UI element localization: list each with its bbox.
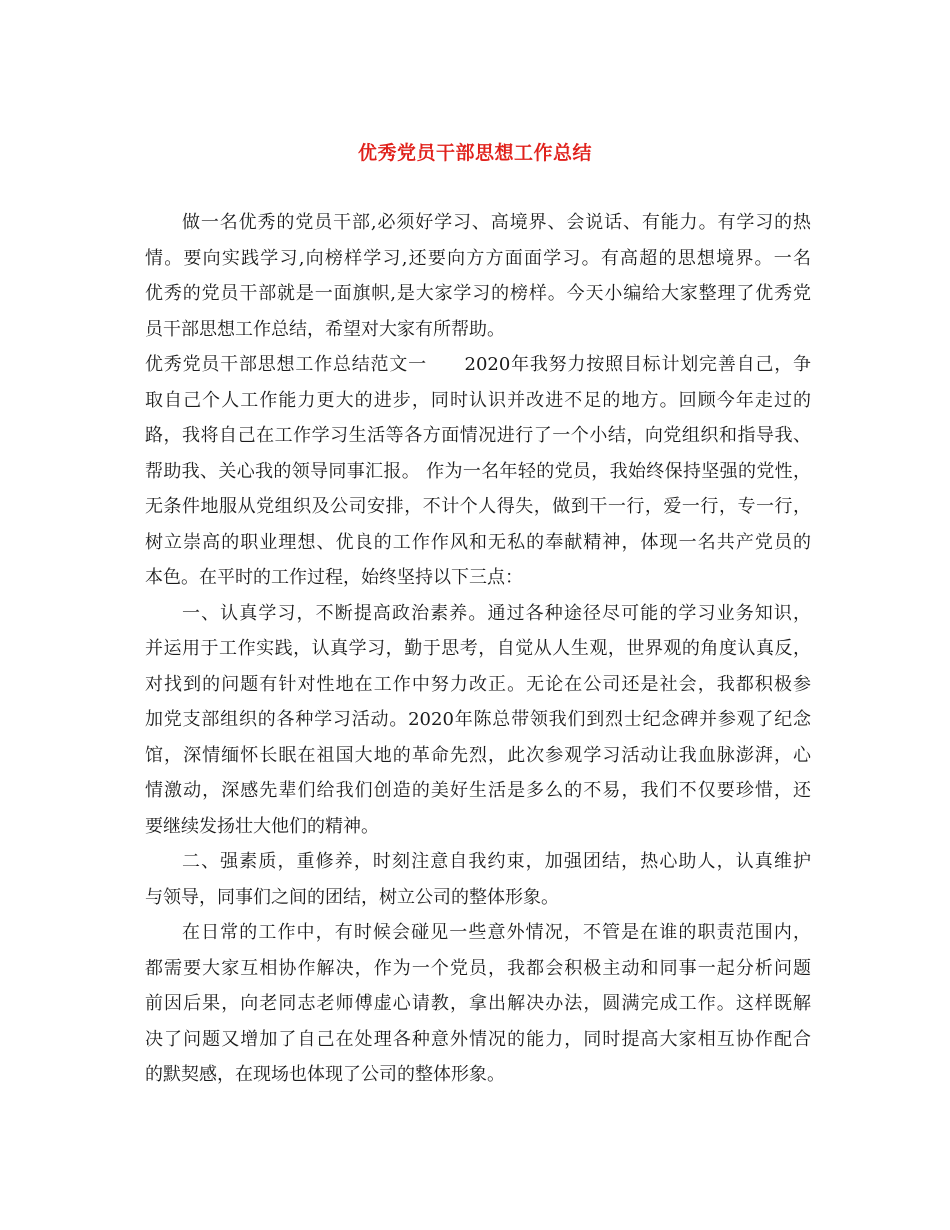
- text-line: 馆，深情缅怀长眠在祖国大地的革命先烈，此次参观学习活动让我血脉澎湃，心: [145, 744, 811, 766]
- text-line: 优秀党员干部思想工作总结范文一 2020年我努力按照目标计划完善自己，争: [145, 354, 811, 375]
- text-line: 帮助我、关心我的领导同事汇报。 作为一名年轻的党员，我始终保持坚强的党性，: [145, 460, 811, 482]
- text-line: 本色。在平时的工作过程，始终坚持以下三点：: [145, 567, 523, 588]
- text-line: 优秀的党员干部就是一面旗帜,是大家学习的榜样。今天小编给大家整理了优秀党: [145, 283, 811, 304]
- text-line: 决了问题又增加了自己在处理各种意外情况的能力，同时提高大家相互协作配合: [145, 1028, 811, 1050]
- text-line: 的默契感，在现场也体现了公司的整体形象。: [145, 1064, 505, 1085]
- text-line: 树立崇高的职业理想、优良的工作作风和无私的奉献精神，体现一名共产党员的: [145, 531, 811, 553]
- text-line: 做一名优秀的党员干部,必须好学习、高境界、会说话、有能力。有学习的热: [182, 212, 811, 233]
- text-line: 情。要向实践学习,向榜样学习,还要向方方面面学习。有高超的思想境界。一名: [145, 247, 811, 269]
- text-line: 二、强素质，重修养，时刻注意自我约束，加强团结，热心助人，认真维护: [182, 851, 811, 872]
- document-body: [145, 205, 811, 1093]
- text-line: 在日常的工作中，有时候会碰见一些意外情况，不管是在谁的职责范围内，: [182, 922, 811, 943]
- text-line: 对找到的问题有针对性地在工作中努力改正。无论在公司还是社会，我都积极参: [145, 673, 811, 695]
- text-line: 并运用于工作实践，认真学习，勤于思考，自觉从人生观，世界观的角度认真反，: [145, 638, 811, 659]
- text-line: 路，我将自己在工作学习生活等各方面情况进行了一个小结，向党组织和指导我、: [145, 425, 811, 446]
- text-line: 要继续发扬壮大他们的精神。: [145, 815, 379, 837]
- text-line: 与领导，同事们之间的团结，树立公司的整体形象。: [145, 886, 559, 908]
- document-title: 优秀党员干部思想工作总结: [357, 142, 592, 164]
- text-line: 取自己个人工作能力更大的进步，同时认识并改进不足的地方。回顾今年走过的: [145, 389, 811, 411]
- text-line: 无条件地服从党组织及公司安排，不计个人得失，做到干一行，爱一行，专一行，: [145, 496, 811, 517]
- text-line: 都需要大家互相协作解决，作为一个党员，我都会积极主动和同事一起分析问题: [145, 957, 811, 979]
- text-line: 员干部思想工作总结，希望对大家有所帮助。: [145, 318, 505, 340]
- text-line: 一、认真学习，不断提高政治素养。通过各种途径尽可能的学习业务知识，: [182, 602, 811, 624]
- text-line: 前因后果，向老同志老师傅虚心请教，拿出解决办法，圆满完成工作。这样既解: [145, 993, 811, 1014]
- text-line: 情激动，深感先辈们给我们创造的美好生活是多么的不易，我们不仅要珍惜，还: [145, 780, 811, 801]
- text-line: 加党支部组织的各种学习活动。2020年陈总带领我们到烈士纪念碑并参观了纪念: [145, 709, 811, 730]
